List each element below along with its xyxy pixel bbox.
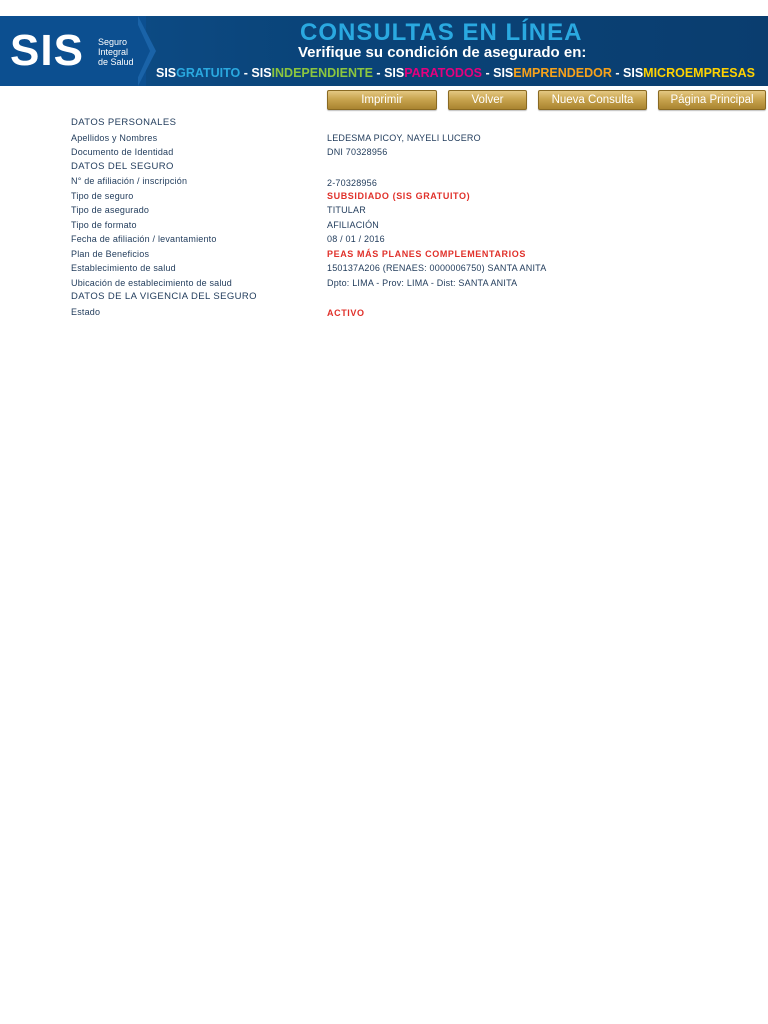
field-value: Dpto: LIMA - Prov: LIMA - Dist: SANTA ANITA <box>327 277 518 288</box>
section-heading: DATOS DEL SEGURO <box>71 160 174 172</box>
section-personal-data <box>0 116 768 130</box>
field-label: Apellidos y Nombres <box>71 132 158 143</box>
field-value: 150137A206 (RENAES: 0000006750) SANTA ANITA <box>327 263 547 273</box>
section-insurance-data <box>0 160 768 174</box>
field-label: Tipo de seguro <box>71 190 134 201</box>
logo-subtitle-line: de Salud <box>98 57 134 67</box>
field-facility-location <box>0 276 768 290</box>
field-label: Tipo de asegurado <box>71 205 150 215</box>
program-prefix: SIS <box>493 66 514 80</box>
field-value: TITULAR <box>327 205 366 215</box>
field-label: Ubicación de establecimiento de salud <box>71 277 232 288</box>
field-value: AFILIACIÓN <box>327 219 380 230</box>
program-separator: - <box>482 66 494 80</box>
home-page-button[interactable]: Página Principal <box>658 90 766 110</box>
program-name: EMPRENDEDOR <box>513 66 612 80</box>
field-value: SUBSIDIADO (SIS GRATUITO) <box>327 190 471 201</box>
field-label: Fecha de afiliación / levantamiento <box>71 234 217 244</box>
program-separator: - <box>611 66 624 80</box>
field-value: LEDESMA PICOY, NAYELI LUCERO <box>327 132 481 143</box>
field-insurance-type <box>0 189 768 203</box>
banner-subtitle: Verifique su condición de asegurado en: <box>298 44 587 61</box>
program-separator: - <box>240 66 252 80</box>
field-format-type <box>0 218 768 232</box>
program-name: GRATUITO <box>176 66 241 80</box>
section-heading: DATOS DE LA VIGENCIA DEL SEGURO <box>71 291 257 302</box>
field-name <box>0 131 768 145</box>
field-insured-type <box>0 203 768 217</box>
field-document <box>0 145 768 159</box>
field-value: DNI 70328956 <box>327 147 388 157</box>
field-affiliation-date <box>0 232 768 246</box>
program-sis-emprendedor <box>493 66 612 80</box>
field-health-facility <box>0 261 768 275</box>
banner-title: CONSULTAS EN LÍNEA <box>300 19 583 46</box>
field-affiliation-number <box>0 174 768 188</box>
program-prefix: SIS <box>251 66 272 80</box>
program-name: INDEPENDIENTE <box>271 66 373 80</box>
program-sis-gratuito <box>156 66 240 80</box>
program-prefix: SIS <box>623 66 644 80</box>
field-value: 2-70328956 <box>327 178 378 188</box>
logo-text: SIS <box>10 26 84 75</box>
header-banner <box>0 16 768 86</box>
logo-subtitle-line: Integral <box>98 47 129 57</box>
field-label: Establecimiento de salud <box>71 263 176 273</box>
field-value: PEAS MÁS PLANES COMPLEMENTARIOS <box>327 248 526 259</box>
program-list <box>156 65 755 81</box>
back-button[interactable]: Volver <box>448 90 527 110</box>
program-name: PARATODOS <box>404 66 483 80</box>
field-label: Plan de Beneficios <box>71 248 150 259</box>
program-prefix: SIS <box>156 66 177 80</box>
sis-logo[interactable] <box>0 16 146 86</box>
field-label: Tipo de formato <box>71 219 137 230</box>
field-label: N° de afiliación / inscripción <box>71 176 188 186</box>
program-prefix: SIS <box>384 66 405 80</box>
field-value: 08 / 01 / 2016 <box>327 234 385 244</box>
status-badge: ACTIVO <box>327 307 365 318</box>
program-sis-independiente <box>251 66 373 80</box>
logo-subtitle-line: Seguro <box>98 37 128 47</box>
print-button[interactable]: Imprimir <box>327 90 437 110</box>
program-name: MICROEMPRESAS <box>643 66 755 80</box>
logo-chevron-inner <box>134 16 150 86</box>
new-query-button[interactable]: Nueva Consulta <box>538 90 647 110</box>
field-benefits-plan <box>0 247 768 261</box>
field-label: Documento de Identidad <box>71 147 174 157</box>
field-label: Estado <box>71 306 101 317</box>
field-status <box>0 305 768 319</box>
section-heading: DATOS PERSONALES <box>71 117 177 128</box>
program-separator: - <box>372 66 385 80</box>
program-sis-microempresas <box>623 66 755 80</box>
program-sis-paratodos <box>384 66 482 80</box>
section-validity-data <box>0 290 768 304</box>
